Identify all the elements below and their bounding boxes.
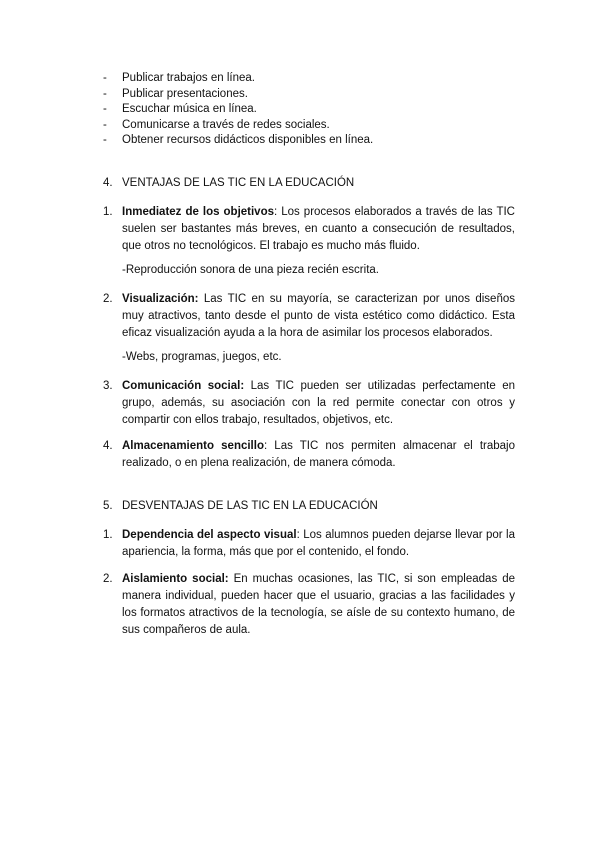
- item-number: 2.: [103, 573, 113, 585]
- list-item: [103, 133, 523, 149]
- section-heading-ventajas: [103, 175, 523, 192]
- item-term-separator: :: [263, 440, 268, 452]
- bullet-dash: -: [103, 134, 107, 146]
- item-number: 4.: [103, 440, 113, 452]
- ventaja-item-3: [103, 378, 515, 429]
- item-text: Los procesos elaborados a través de las TIC suelen ser bastantes más breves, en cuanto a consecución de resultados, que otros no tecnológicos. El trabajo es mucho más fluido.: [122, 206, 515, 252]
- item-paragraph: [122, 527, 515, 561]
- section-number: 4.: [103, 177, 113, 189]
- list-item: [103, 71, 523, 87]
- item-term-separator: :: [296, 529, 300, 541]
- section-number: 5.: [103, 500, 113, 512]
- item-text: Los alumnos pueden dejarse llevar por la apariencia, la forma, más que por el contenido, el fondo.: [122, 529, 515, 558]
- bullet-dash: -: [103, 87, 107, 100]
- list-item-text: Escuchar música en línea.: [122, 103, 257, 115]
- item-example-note: -Webs, programas, juegos, etc.: [122, 351, 282, 363]
- item-text: En muchas ocasiones, las TIC, si son empleadas de manera individual, pueden hacer que el usuario, gracias a las facilidades y los formatos atractivos de la tecnología, se aísle de su contexto humano, de sus compañeros de aula.: [122, 573, 515, 636]
- item-paragraph: [122, 291, 515, 342]
- list-item-text: Obtener recursos didácticos disponibles en línea.: [122, 134, 374, 146]
- item-number: 3.: [103, 380, 113, 392]
- section-title: DESVENTAJAS DE LAS TIC EN LA EDUCACIÓN: [122, 500, 378, 512]
- section-heading-desventajas: [103, 498, 523, 515]
- item-paragraph: [122, 378, 515, 429]
- ventaja-item-4: [103, 438, 515, 472]
- list-item: [103, 102, 523, 118]
- item-term: Dependencia del aspecto visual: [122, 529, 297, 541]
- item-number: 1.: [103, 206, 113, 218]
- bullet-dash: -: [103, 118, 107, 131]
- section-title: VENTAJAS DE LAS TIC EN LA EDUCACIÓN: [122, 177, 355, 189]
- item-number: 2.: [103, 293, 113, 305]
- intro-bullet-list: [103, 71, 523, 149]
- item-text: Las TIC nos permiten almacenar el trabajo realizado, o en plena realización, de manera cómoda.: [122, 440, 515, 469]
- item-text: Las TIC pueden ser utilizadas perfectamente en grupo, además, su asociación con la red permite conectar con otros y compartir con ellos trabajo, resultados, objetivos, etc.: [122, 380, 516, 426]
- item-term: Aislamiento social:: [122, 573, 229, 585]
- list-item: [103, 118, 523, 134]
- item-term: Comunicación social:: [122, 380, 245, 392]
- list-item-text: Publicar trabajos en línea.: [122, 72, 255, 84]
- item-term-separator: :: [274, 206, 278, 218]
- item-term: Visualización:: [122, 293, 199, 305]
- item-number: 1.: [103, 529, 113, 541]
- bullet-dash: -: [103, 72, 107, 84]
- list-item-text: Publicar presentaciones.: [122, 87, 248, 100]
- ventaja-item-2: [103, 291, 515, 342]
- item-paragraph: [122, 438, 515, 472]
- item-term: Inmediatez de los objetivos: [122, 206, 275, 218]
- item-text: Las TIC en su mayoría, se caracterizan por unos diseños muy atractivos, tanto desde el punto de vista estético como didáctico. Esta eficaz visualización ayuda a la hora de asimilar los procesos elaborados.: [122, 293, 515, 339]
- list-item-text: Comunicarse a través de redes sociales.: [122, 118, 330, 131]
- item-paragraph: [122, 571, 515, 639]
- item-term: Almacenamiento sencillo: [122, 440, 264, 452]
- desventaja-item-1: [103, 527, 515, 561]
- list-item: [103, 87, 523, 103]
- desventaja-item-2: [103, 571, 515, 639]
- item-paragraph: [122, 204, 515, 255]
- item-example-note: -Reproducción sonora de una pieza recién escrita.: [122, 264, 379, 276]
- ventaja-item-1: [103, 204, 515, 255]
- bullet-dash: -: [103, 103, 107, 115]
